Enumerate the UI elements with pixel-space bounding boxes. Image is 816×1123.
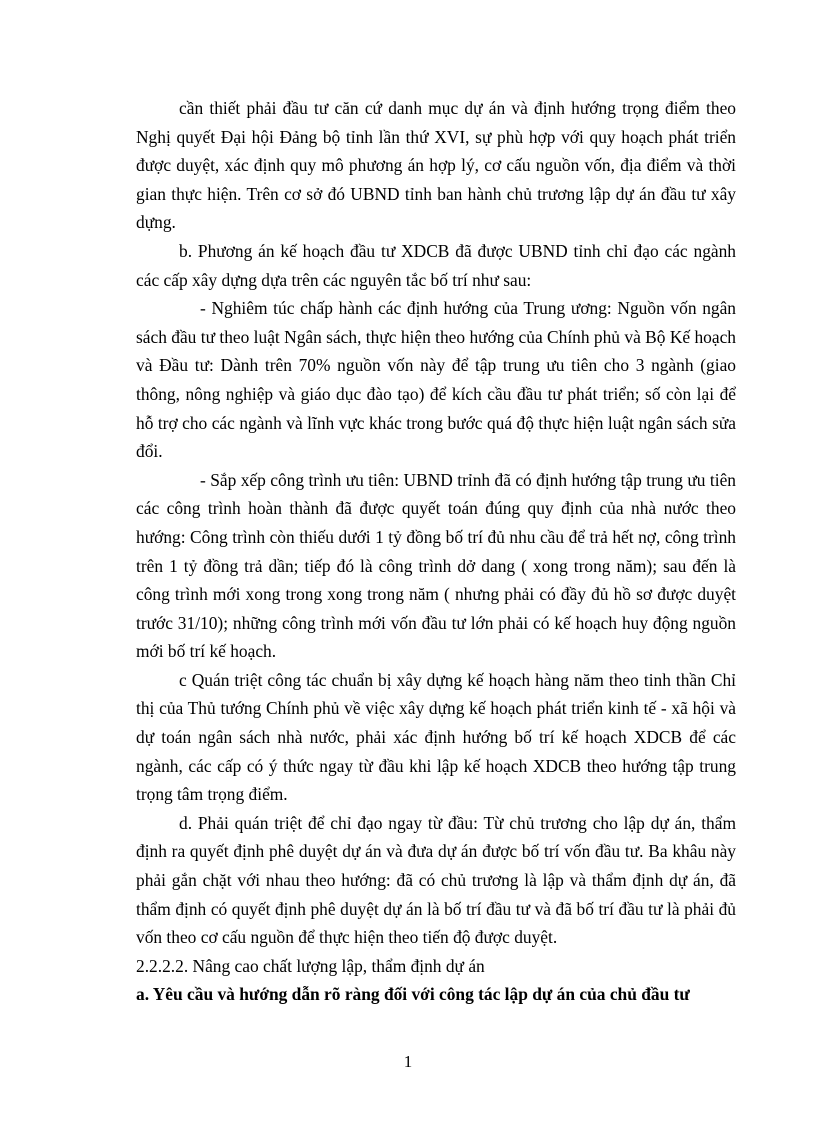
page-number: 1 [403,1052,413,1071]
document-body [136,94,736,1009]
subsection-heading-a: a. Yêu cầu và hướng dẫn rõ ràng đối với công tác lập dự án của chủ đầu tư [136,984,690,1005]
paragraph-priority-projects: - Sắp xếp công trình ưu tiên: UBND trỉnh đã có định hướng tập trung ưu tiên các công trình hoàn thành đã được quyết toán đúng quy định của nhà nước theo hướng: Công trình còn thiếu dưới 1 tỷ đồng bố trí đủ nhu cầu để trả hết nợ, công trình trên 1 tỷ đồng trả dần; tiếp đó là công trình dở dang ( xong trong năm); sau đến là công trình mới xong trong xong trong năm ( nhưng phải có đầy đủ hồ sơ được duyệt trước 31/10); những công trình mới vốn đầu tư lớn phải có kế hoạch huy động nguồn mới bố trí kế hoạch. [136,469,736,662]
paragraph-b-investment-plan: b. Phương án kế hoạch đầu tư XDCB đã được UBND tỉnh chỉ đạo các ngành các cấp xây dựng dựa trên các nguyên tắc bố trí như sau: [136,240,736,290]
paragraph-d-direction: d. Phải quán triệt để chỉ đạo ngay từ đầu: Từ chủ trương cho lập dự án, thẩm định ra quyết định phê duyệt dự án và đưa dự án được bố trí vốn đầu tư. Ba khâu này phải gắn chặt với nhau theo hướng: đã có chủ trương là lập và thẩm định dự án, đã thẩm định có quyết định phê duyệt dự án là bố trí đầu tư và đã bố trí đầu tư là phải đủ vốn theo cơ cấu nguồn để thực hiện theo tiến độ được duyệt. [136,812,736,948]
paragraph-central-orientation: - Nghiêm túc chấp hành các định hướng của Trung ương: Nguồn vốn ngân sách đầu tư theo luật Ngân sách, thực hiện theo hướng của Chính phủ và Bộ Kế hoạch và Đầu tư: Dành trên 70% nguồn vốn này để tập trung ưu tiên cho 3 ngành (giao thông, nông nghiệp và giáo dục đào tạo) để kích cầu đầu tư phát triển; số còn lại để hỗ trợ cho các ngành và lĩnh vực khác trong bước quá độ thực hiện luật ngân sách sửa đổi. [136,298,736,462]
section-heading-2-2-2-2: 2.2.2.2. Nâng cao chất lượng lập, thẩm định dự án [136,955,485,976]
paragraph-project-necessity: cần thiết phải đầu tư căn cứ danh mục dự án và định hướng trọng điểm theo Nghị quyết Đại hội Đảng bộ tỉnh lần thứ XVI, sự phù hợp với quy hoạch phát triển được duyệt, xác định quy mô phương án hợp lý, cơ cấu nguồn vốn, địa điểm và thời gian thực hiện. Trên cơ sở đó UBND tỉnh ban hành chủ trương lập dự án đầu tư xây dựng. [136,98,736,233]
paragraph-c-preparation: c Quán triệt công tác chuẩn bị xây dựng kế hoạch hàng năm theo tinh thần Chỉ thị của Thủ tướng Chính phủ về việc xây dựng kế hoạch phát triển kinh tế - xã hội và dự toán ngân sách nhà nước, phải xác định hướng bố trí kế hoạch XDCB để các ngành, các cấp có ý thức ngay từ đầu khi lập kế hoạch XDCB theo hướng tập trung trọng tâm trọng điểm. [136,669,736,805]
